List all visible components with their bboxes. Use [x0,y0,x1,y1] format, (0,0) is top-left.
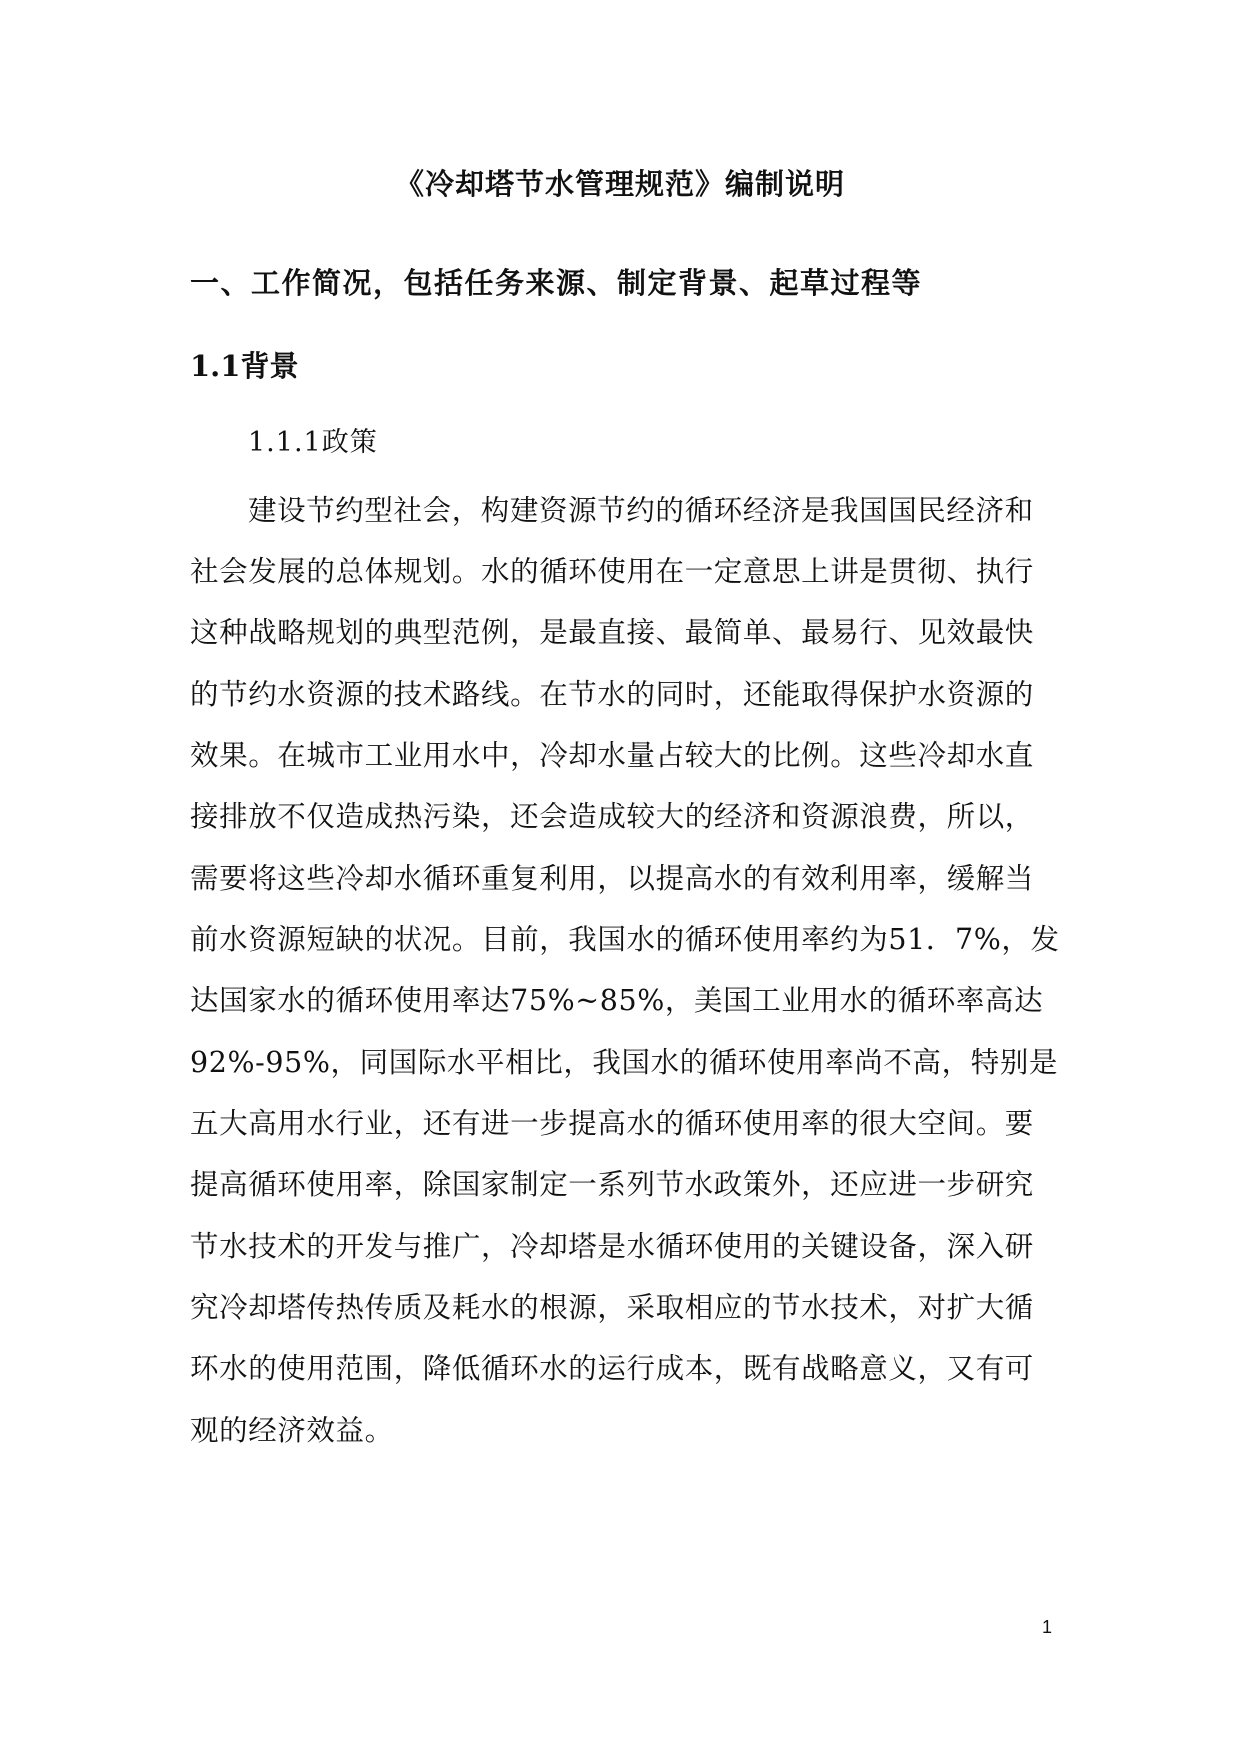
paragraph-line: 观的经济效益。 [190,1414,394,1447]
paragraph-line: 需要将这些冷却水循环重复利用，以提高水的有效利用率，缓解当 [190,862,1034,895]
paragraph-line: 环水的使用范围，降低循环水的运行成本，既有战略意义，又有可 [190,1352,1034,1385]
page-number: 1 [1041,1617,1052,1637]
section-heading: 一、工作简况，包括任务来源、制定背景、起草过程等 [190,266,923,300]
paragraph-line: 达国家水的循环使用率达75%~85%，美国工业用水的循环率高达 [190,984,1044,1017]
paragraph-line: 提高循环使用率，除国家制定一系列节水政策外，还应进一步研究 [190,1168,1034,1201]
paragraph-line: 五大高用水行业，还有进一步提高水的循环使用率的很大空间。要 [190,1107,1034,1140]
subsection-heading: 1.1背景 [190,349,299,383]
paragraph-line: 92%-95%，同国际水平相比，我国水的循环使用率尚不高，特别是 [190,1046,1059,1079]
document-title: 《冷却塔节水管理规范》编制说明 [394,167,845,201]
paragraph-line: 前水资源短缺的状况。目前，我国水的循环使用率约为51．7%，发 [190,923,1060,956]
paragraph-line: 究冷却塔传热传质及耗水的根源，采取相应的节水技术，对扩大循 [190,1291,1034,1324]
subsubsection-heading: 1.1.1政策 [248,427,378,458]
paragraph-line: 社会发展的总体规划。水的循环使用在一定意思上讲是贯彻、执行 [190,555,1034,588]
paragraph-line: 接排放不仅造成热污染，还会造成较大的经济和资源浪费，所以， [190,800,1034,833]
paragraph-line: 节水技术的开发与推广，冷却塔是水循环使用的关键设备，深入研 [190,1230,1034,1263]
paragraph-line: 这种战略规划的典型范例，是最直接、最简单、最易行、见效最快 [190,616,1034,649]
paragraph-line: 的节约水资源的技术路线。在节水的同时，还能取得保护水资源的 [190,678,1034,711]
paragraph-line: 建设节约型社会，构建资源节约的循环经济是我国国民经济和 [248,494,1034,527]
paragraph-line: 效果。在城市工业用水中，冷却水量占较大的比例。这些冷却水直 [190,739,1034,772]
